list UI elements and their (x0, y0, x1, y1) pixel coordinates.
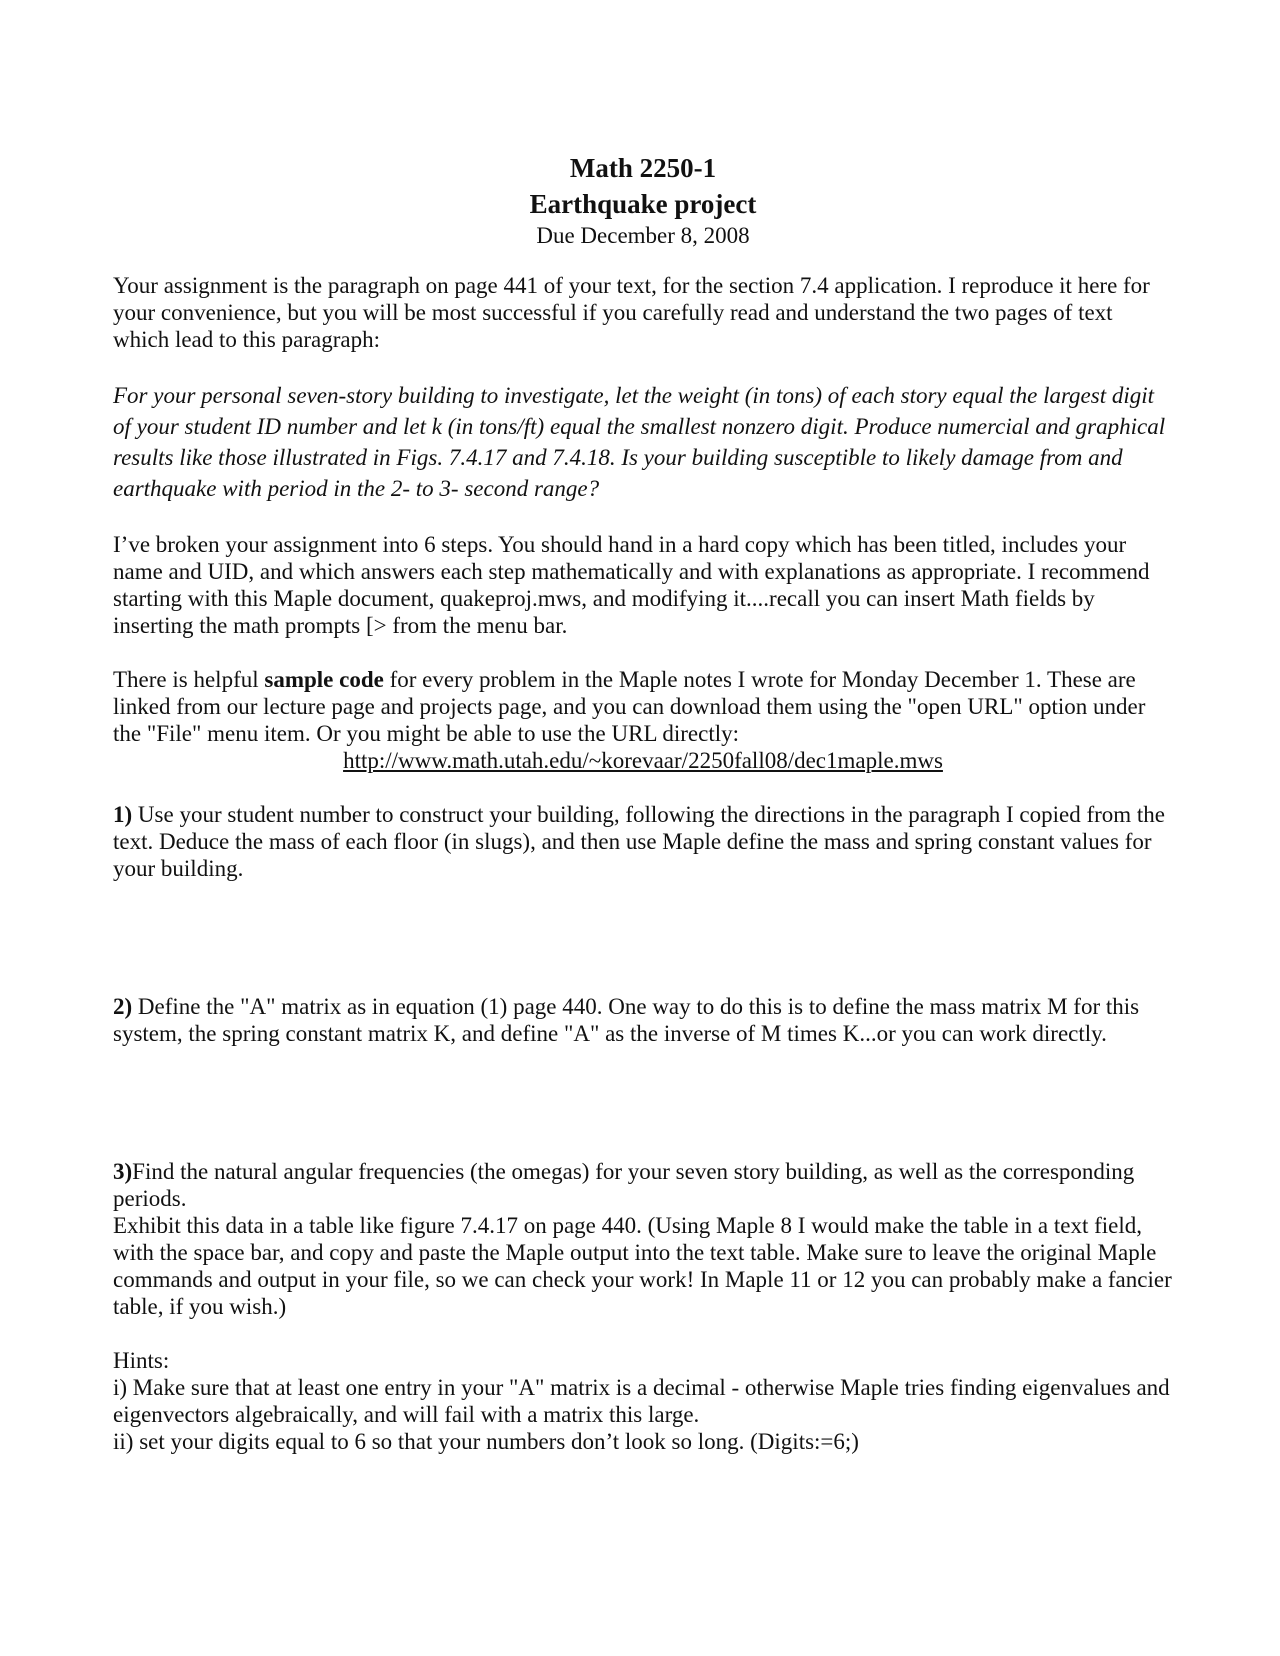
hints-label: Hints: (113, 1348, 170, 1373)
step-3-exhibit: Exhibit this data in a table like figure 7.4.17 on page 440. (Using Maple 8 I would make the table in a text field, with the space bar, and copy and paste the Maple output into the text table. Make sure to leave the original Maple commands and output in your file, so we can check your work! In Maple 11 or 12 you can probably make a fancier table, if you wish.) (113, 1213, 1172, 1319)
answer-space-2 (113, 1074, 1173, 1158)
sample-code-paragraph (113, 666, 1173, 774)
step-2-text: Define the "A" matrix as in equation (1) page 440. One way to do this is to define the mass matrix M for this system, the spring constant matrix K, and define "A" as the inverse of M times K...or you can work directly. (113, 994, 1140, 1046)
step-1-number: 1) (113, 802, 133, 827)
step-2-number: 2) (113, 994, 133, 1019)
document-page (113, 150, 1173, 1455)
maple-notes-link[interactable]: http://www.math.utah.edu/~korevaar/2250fall08/dec1maple.mws (343, 748, 943, 773)
quoted-paragraph: For your personal seven-story building to investigate, let the weight (in tons) of each story equal the largest digit of your student ID number and let k (in tons/ft) equal the smallest nonzero digit. Produce numercial and graphical results like those illustrated in Figs. 7.4.17 and 7.4.18. Is your building susceptible to likely damage from and earthquake with period in the 2- to 3- second range? (113, 383, 1166, 501)
sample-code-bold: sample code (264, 667, 384, 692)
hint-i: i) Make sure that at least one entry in your "A" matrix is a decimal - otherwise Maple tries finding eigenvalues and eigenvectors algebraically, and will fail with a matrix this large. (113, 1375, 1170, 1427)
sample-code-after: for every problem in the Maple notes I wrote for Monday December 1. These are linked from our lecture page and projects page, and you can download them using the "open URL" option under the "File" menu item. Or you might be able to use the URL directly: (113, 667, 1146, 746)
step-3-number: 3) (113, 1159, 133, 1184)
due-date: Due December 8, 2008 (536, 223, 750, 248)
project-title: Earthquake project (529, 189, 757, 219)
intro-paragraph: Your assignment is the paragraph on page 441 of your text, for the section 7.4 application. I reproduce it here for your convenience, but you will be most successful if you carefully read and understand the two pages of text which lead to this paragraph: (113, 273, 1150, 352)
step-1 (113, 801, 1173, 882)
sample-code-before: There is helpful (113, 667, 265, 692)
step-3-text: Find the natural angular frequencies (the omegas) for your seven story building, as well as the corresponding periods. (113, 1159, 1135, 1211)
answer-space-1 (113, 909, 1173, 993)
step-2 (113, 993, 1173, 1047)
step-1-text: Use your student number to construct your building, following the directions in the paragraph I copied from the text. Deduce the mass of each floor (in slugs), and then use Maple define the mass and spring constant values for your building. (113, 802, 1166, 881)
course-title: Math 2250-1 (569, 153, 717, 183)
step-3 (113, 1158, 1173, 1320)
hint-ii: ii) set your digits equal to 6 so that your numbers don’t look so long. (Digits:=6;) (113, 1429, 859, 1454)
title-block (113, 150, 1173, 250)
hints-section (113, 1347, 1173, 1455)
steps-intro-paragraph: I’ve broken your assignment into 6 steps. You should hand in a hard copy which has been titled, includes your name and UID, and which answers each step mathematically and with explanations as appropriate. I recommend starting with this Maple document, quakeproj.mws, and modifying it....recall you can insert Math fields by inserting the math prompts [> from the menu bar. (113, 532, 1150, 638)
